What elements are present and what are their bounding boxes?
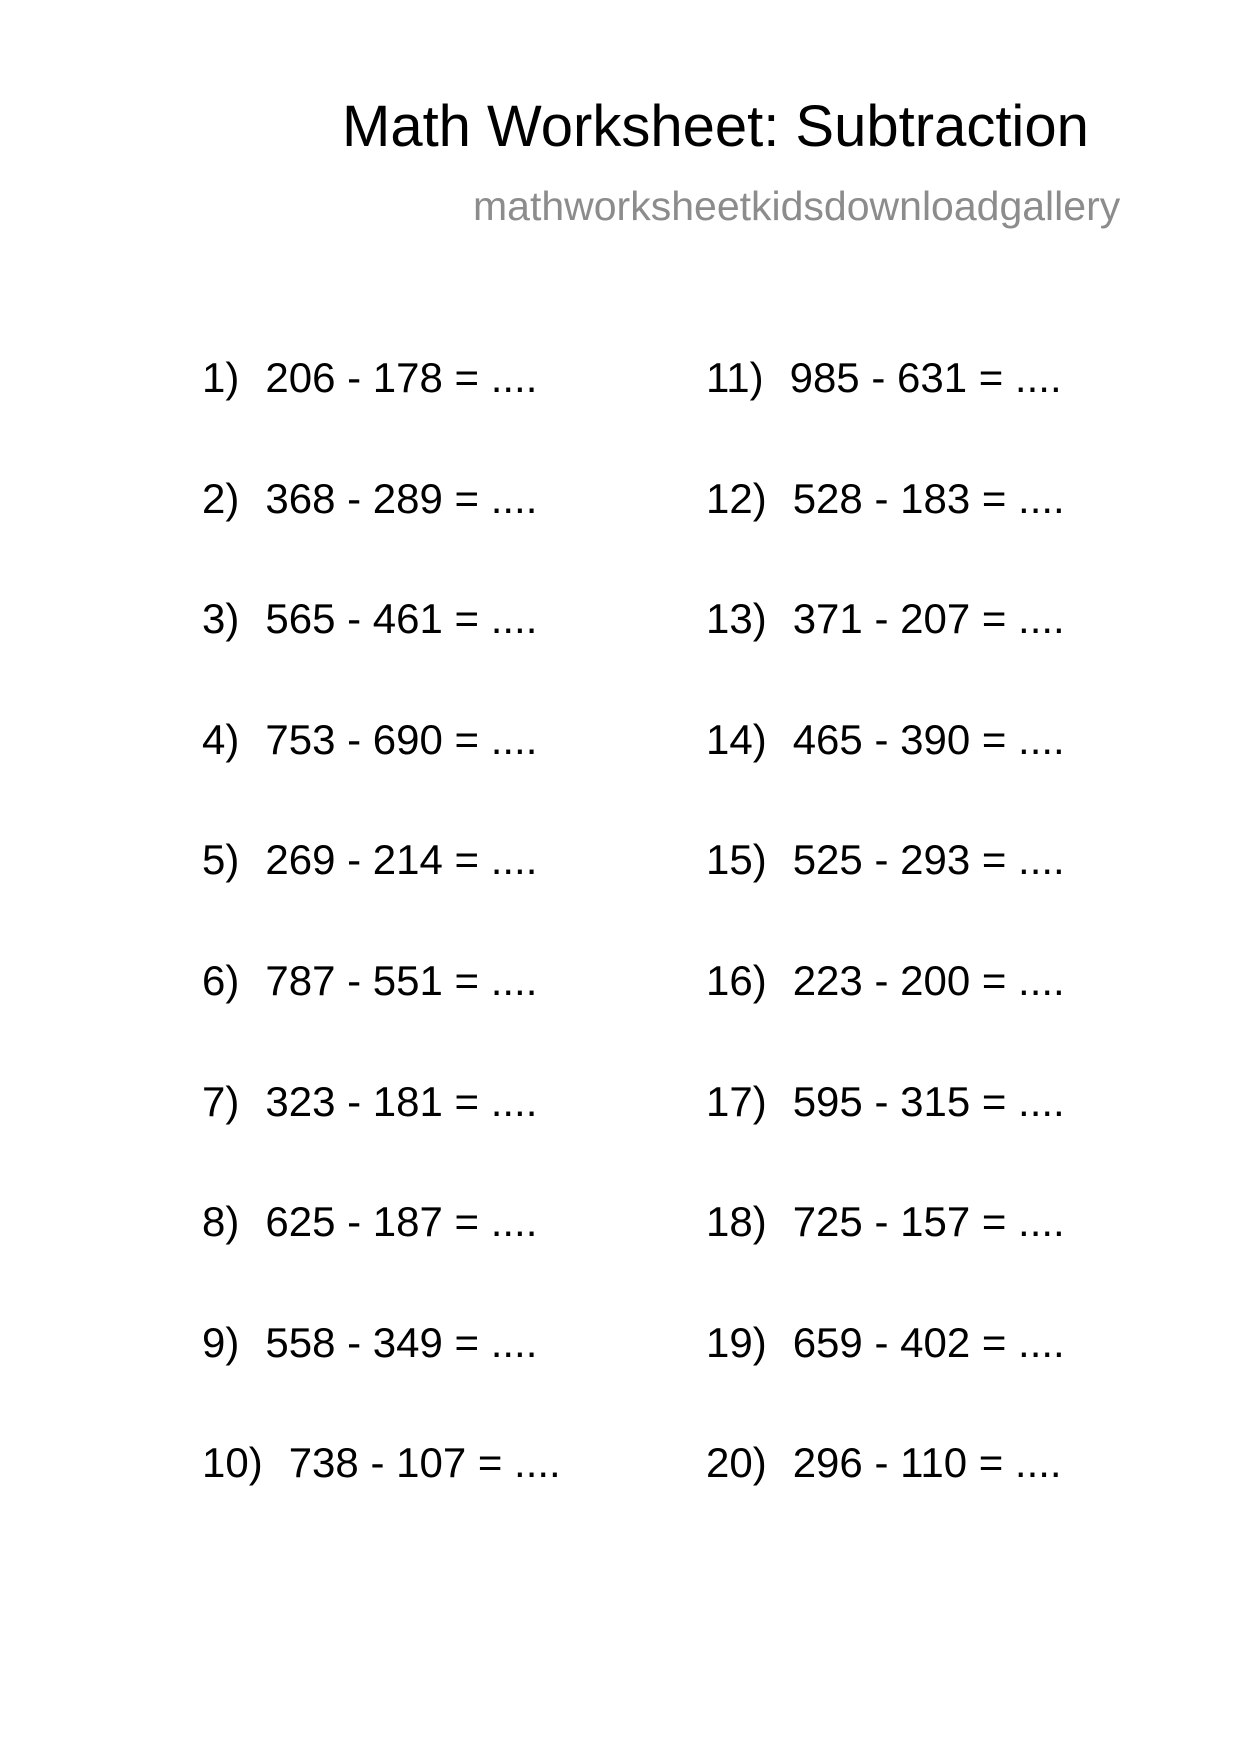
problem-number: 8) (202, 1198, 240, 1246)
problem-expression: 725 - 157 = .... (792, 1198, 1065, 1246)
problem-number: 9) (202, 1318, 240, 1366)
problem-expression: 528 - 183 = .... (792, 474, 1065, 522)
problem-column-right (706, 354, 1065, 1560)
problem-item (706, 1319, 1065, 1440)
problem-number: 2) (202, 474, 240, 522)
problem-item (202, 1439, 561, 1560)
problem-item (202, 836, 561, 957)
problem-expression: 738 - 107 = .... (288, 1439, 561, 1487)
problem-expression: 296 - 110 = .... (792, 1439, 1062, 1487)
problem-number: 19) (706, 1318, 767, 1366)
problem-expression: 371 - 207 = .... (792, 595, 1065, 643)
problem-expression: 223 - 200 = .... (792, 956, 1065, 1004)
problem-number: 13) (706, 595, 767, 643)
problem-expression: 323 - 181 = .... (265, 1077, 538, 1125)
problem-item (202, 475, 561, 596)
problem-item (202, 354, 561, 475)
problem-expression: 625 - 187 = .... (265, 1198, 538, 1246)
problem-item (706, 957, 1065, 1078)
problem-number: 12) (706, 474, 767, 522)
problem-number: 6) (202, 956, 240, 1004)
problem-number: 14) (706, 715, 767, 763)
problem-number: 18) (706, 1198, 767, 1246)
problem-expression: 368 - 289 = .... (265, 474, 538, 522)
problem-item (706, 475, 1065, 596)
problem-number: 16) (706, 956, 767, 1004)
problem-expression: 269 - 214 = .... (265, 836, 538, 884)
problem-expression: 595 - 315 = .... (792, 1077, 1065, 1125)
problem-number: 11) (706, 354, 764, 401)
problem-item (706, 1198, 1065, 1319)
problem-expression: 558 - 349 = .... (265, 1318, 538, 1366)
problem-item (706, 595, 1065, 716)
problem-item (706, 716, 1065, 837)
problem-item (202, 1198, 561, 1319)
problem-item (202, 595, 561, 716)
problem-item (706, 1439, 1065, 1560)
problem-item (706, 836, 1065, 957)
problem-column-left (202, 354, 561, 1560)
page-title: Math Worksheet: Subtraction (342, 94, 1089, 159)
problem-number: 17) (706, 1077, 767, 1125)
problem-number: 10) (202, 1439, 263, 1487)
problem-number: 4) (202, 715, 240, 763)
problem-number: 20) (706, 1439, 767, 1487)
problem-number: 1) (202, 354, 240, 401)
problem-expression: 659 - 402 = .... (792, 1318, 1065, 1366)
problem-expression: 206 - 178 = .... (265, 354, 538, 401)
problem-item (202, 1078, 561, 1199)
problem-expression: 985 - 631 = .... (789, 354, 1062, 401)
page-subtitle: mathworksheetkidsdownloadgallery (473, 183, 1121, 229)
problem-expression: 753 - 690 = .... (265, 715, 538, 763)
problem-expression: 525 - 293 = .... (792, 836, 1065, 884)
problem-expression: 465 - 390 = .... (792, 715, 1065, 763)
problem-number: 5) (202, 836, 240, 884)
problem-number: 7) (202, 1077, 240, 1125)
problem-item (706, 354, 1065, 475)
problem-expression: 787 - 551 = .... (265, 956, 538, 1004)
problem-item (706, 1078, 1065, 1199)
problem-number: 15) (706, 836, 767, 884)
problem-item (202, 1319, 561, 1440)
problem-item (202, 957, 561, 1078)
problem-item (202, 716, 561, 837)
problem-number: 3) (202, 595, 240, 643)
problem-expression: 565 - 461 = .... (265, 595, 538, 643)
